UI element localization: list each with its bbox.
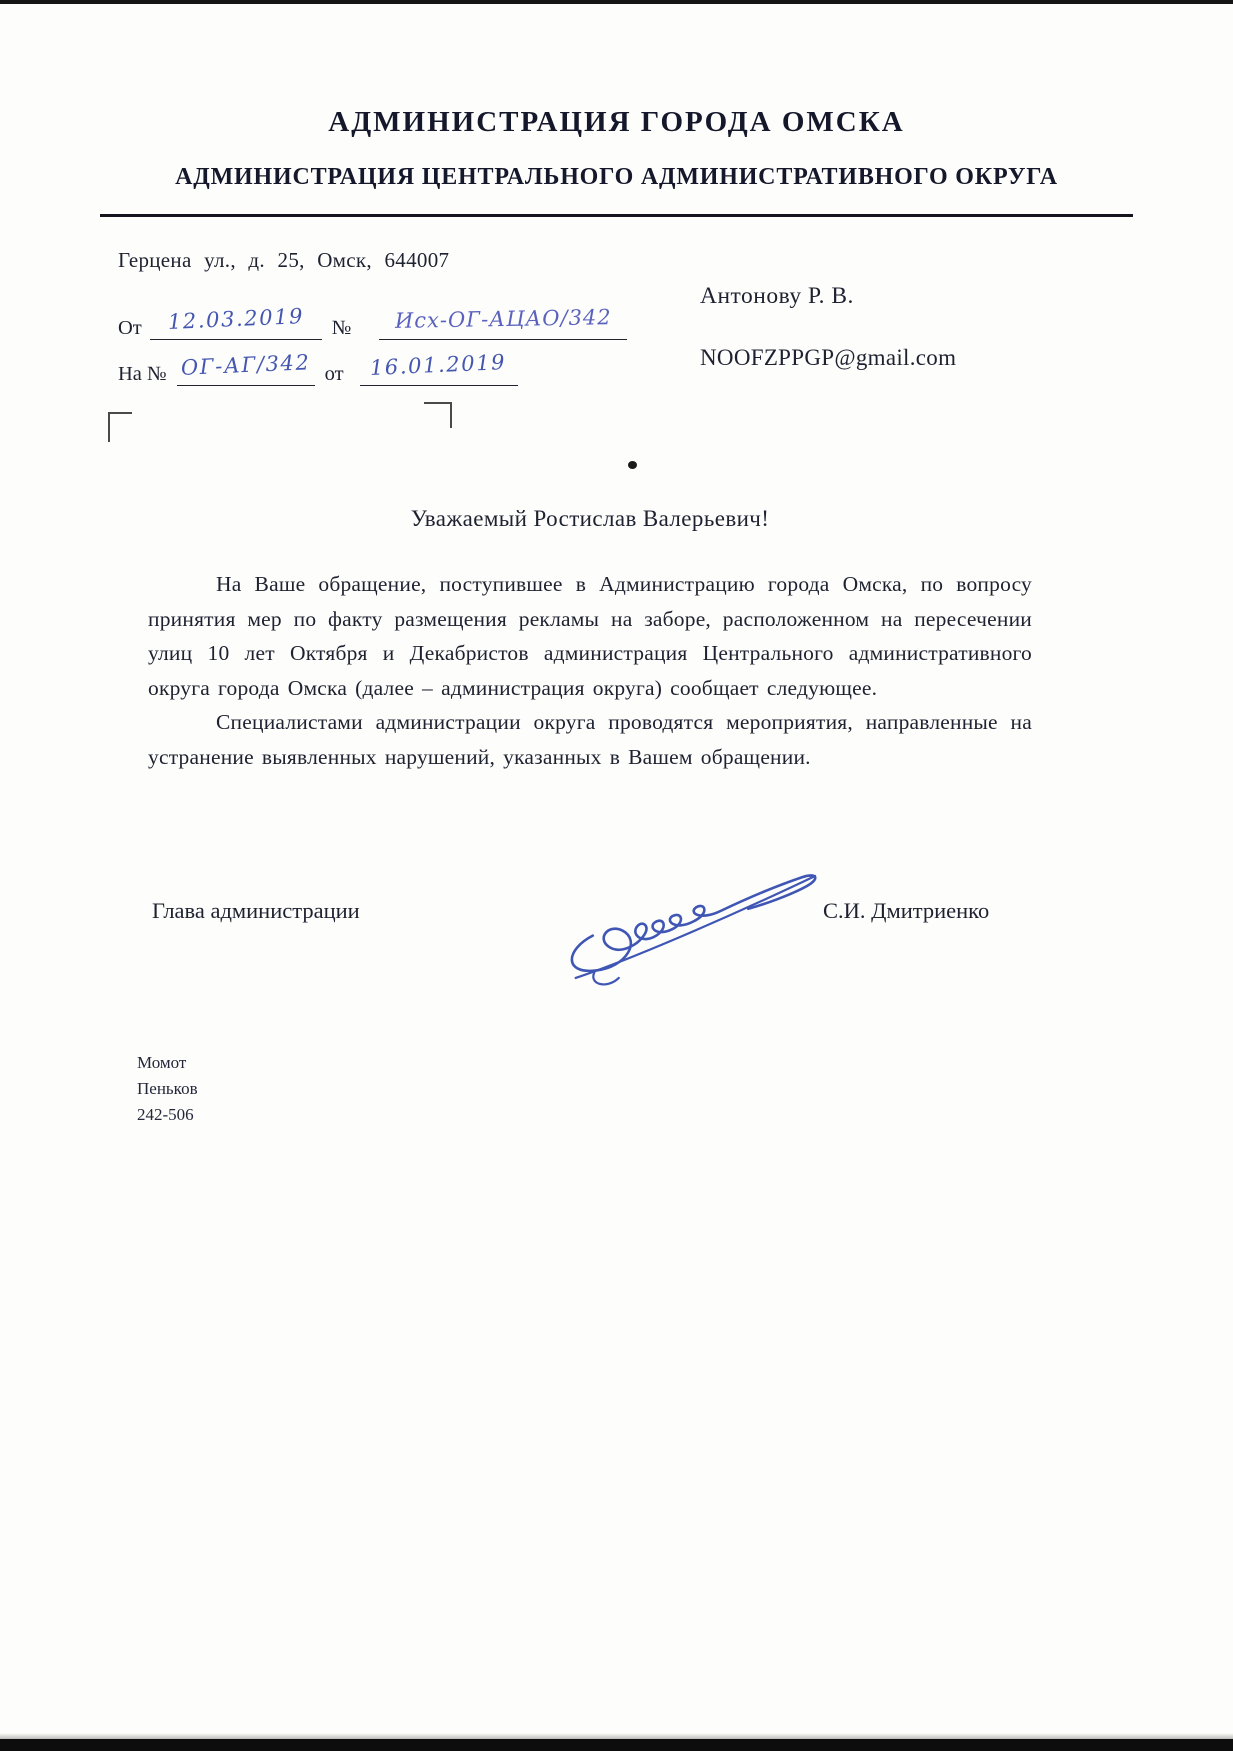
scan-artifact-top-edge xyxy=(0,0,1233,4)
outgoing-reference-line xyxy=(118,304,627,340)
letter-body xyxy=(148,567,1032,775)
reply-number-label: На № xyxy=(118,363,167,385)
outgoing-date-handwriting: 12.03.2019 xyxy=(167,304,305,334)
outgoing-date-field xyxy=(150,304,322,340)
incoming-reference-line xyxy=(118,350,518,386)
address-window-corner-right xyxy=(424,402,452,428)
incoming-number-handwriting: ОГ-АГ/342 xyxy=(180,350,311,380)
incoming-number-field xyxy=(177,350,315,386)
signer-position-title: Глава администрации xyxy=(152,898,360,923)
reply-from-label: от xyxy=(324,363,344,385)
executor-name-1: Момот xyxy=(137,1053,187,1072)
address-window-corner-left xyxy=(108,412,132,442)
executor-footer xyxy=(137,1050,198,1128)
number-label: № xyxy=(331,317,352,339)
signature-ink-icon xyxy=(548,846,856,992)
outgoing-number-handwriting: Исх-ОГ-АЦАО/342 xyxy=(394,305,612,333)
signer-name: С.И. Дмитриенко xyxy=(823,898,990,923)
recipient-email: NOOFZPPGP@gmail.com xyxy=(700,345,957,370)
scan-artifact-dot xyxy=(628,461,637,469)
org-title-main: АДМИНИСТРАЦИЯ ГОРОДА ОМСКА xyxy=(328,106,905,138)
org-address: Герцена ул., д. 25, Омск, 644007 xyxy=(118,248,450,272)
executor-phone: 242-506 xyxy=(137,1105,194,1124)
outgoing-number-field xyxy=(379,305,627,340)
from-label: От xyxy=(118,317,142,339)
body-paragraph-1: На Ваше обращение, поступившее в Администрацию города Омска, по вопросу принятия мер по факту размещения рекламы на заборе, расположенном на пересечении улиц 10 лет Октября и Декабристов администрация Центрального административного округа города Омска (далее – администрация округа) сообщает следующее. xyxy=(148,572,1032,700)
letterhead-divider xyxy=(100,214,1133,217)
scan-artifact-bottom-edge xyxy=(0,1739,1233,1751)
body-paragraph-2: Специалистами администрации округа проводятся мероприятия, направленные на устранение выявленных нарушений, указанных в Вашем обращении. xyxy=(148,710,1032,769)
recipient-name: Антонову Р. В. xyxy=(700,283,854,309)
org-title-sub: АДМИНИСТРАЦИЯ ЦЕНТРАЛЬНОГО АДМИНИСТРАТИВНОГО ОКРУГА xyxy=(175,164,1058,190)
signature-scribble xyxy=(548,846,856,997)
salutation: Уважаемый Ростислав Валерьевич! xyxy=(410,506,770,531)
executor-name-2: Пеньков xyxy=(137,1079,198,1098)
incoming-date-field xyxy=(360,350,518,386)
incoming-date-handwriting: 16.01.2019 xyxy=(369,350,507,380)
